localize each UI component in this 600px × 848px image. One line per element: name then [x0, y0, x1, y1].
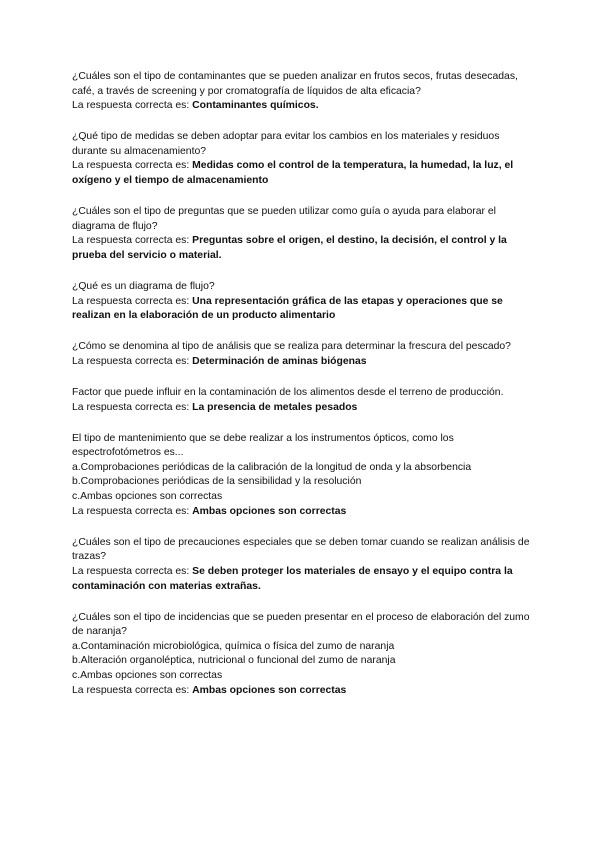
qa-item-4 [72, 280, 532, 324]
answer-value: Ambas opciones son correctas [192, 684, 347, 696]
option-c: c.Ambas opciones son correctas [72, 491, 223, 503]
question-text: ¿Qué tipo de medidas se deben adoptar para evitar los cambios en los materiales y residuos durante su almacenamiento? [72, 131, 500, 157]
answer-label: La respuesta correcta es: [72, 235, 193, 247]
question-text: El tipo de mantenimiento que se debe realizar a los instrumentos ópticos, como los espectrofotómetros es... [72, 432, 454, 459]
option-a: a.Contaminación microbiológica, química o física del zumo de naranja [72, 640, 395, 652]
answer-label: La respuesta correcta es: [72, 355, 193, 367]
option-c: c.Ambas opciones son correctas [72, 670, 223, 681]
answer-label: La respuesta correcta es: [72, 295, 193, 307]
answer-line [72, 159, 532, 188]
answer-label: La respuesta correcta es: [72, 401, 193, 413]
answer-line [72, 565, 532, 594]
question-text: ¿Cuáles son el tipo de precauciones especiales que se deben tomar cuando se realizan análisis de trazas? [72, 536, 530, 563]
answer-label: La respuesta correcta es: [72, 100, 193, 112]
answer-value: Contaminantes químicos. [192, 100, 319, 112]
answer-line [72, 684, 532, 699]
document-page [72, 70, 532, 715]
qa-item-9 [72, 611, 532, 699]
answer-line [72, 505, 532, 520]
answer-label: La respuesta correcta es: [72, 684, 193, 696]
question-text: ¿Cuáles son el tipo de contaminantes que se pueden analizar en frutos secos, frutas desecadas, café, a través de screening y por cromatografía de líquidos de alta eficacia? [72, 71, 518, 97]
answer-line [72, 355, 532, 370]
answer-value: Se deben proteger los materiales de ensayo y el equipo contra la contaminación con materias extrañas. [72, 565, 513, 592]
answer-label: La respuesta correcta es: [72, 505, 193, 517]
qa-item-7 [72, 432, 532, 520]
answer-value: La presencia de metales pesados [192, 401, 358, 413]
qa-item-6 [72, 386, 532, 415]
question-text: ¿Qué es un diagrama de flujo? [72, 281, 215, 293]
qa-item-1 [72, 70, 532, 114]
answer-value: Determinación de aminas biógenas [192, 355, 367, 367]
option-b: b.Comprobaciones periódicas de la sensibilidad y la resolución [72, 476, 362, 488]
answer-value: Ambas opciones son correctas [192, 505, 347, 517]
option-b: b.Alteración organoléptica, nutricional o funcional del zumo de naranja [72, 655, 396, 667]
qa-item-3 [72, 205, 532, 263]
option-a: a.Comprobaciones periódicas de la calibración de la longitud de onda y la absorbencia [72, 461, 472, 473]
qa-item-2 [72, 130, 532, 188]
qa-item-5 [72, 340, 532, 369]
answer-line [72, 401, 532, 416]
answer-label: La respuesta correcta es: [72, 160, 193, 172]
answer-value: Medidas como el control de la temperatura, la humedad, la luz, el oxígeno y el tiempo de almacenamiento [72, 160, 514, 187]
answer-line [72, 234, 532, 263]
qa-item-8 [72, 536, 532, 594]
answer-line [72, 295, 532, 324]
answer-label: La respuesta correcta es: [72, 565, 193, 577]
question-text: ¿Cuáles son el tipo de preguntas que se pueden utilizar como guía o ayuda para elaborar el diagrama de flujo? [72, 206, 496, 232]
answer-value: Una representación gráfica de las etapas y operaciones que se realizan en la elaboración de un producto alimentario [72, 295, 503, 322]
question-text: ¿Cuáles son el tipo de incidencias que se pueden presentar en el proceso de elaboración del zumo de naranja? [72, 611, 530, 638]
question-text: Factor que puede influir en la contaminación de los alimentos desde el terreno de producción. [72, 387, 504, 398]
answer-value: Preguntas sobre el origen, el destino, la decisión, el control y la prueba del servicio o material. [72, 235, 507, 261]
question-text: ¿Cómo se denomina al tipo de análisis que se realiza para determinar la frescura del pescado? [72, 341, 511, 353]
answer-line [72, 99, 532, 114]
